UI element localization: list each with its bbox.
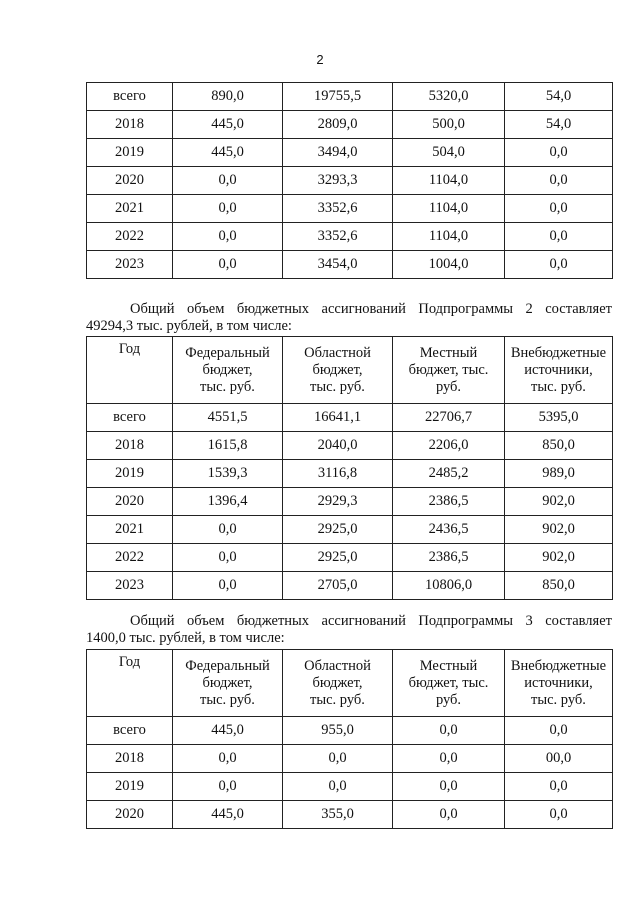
value-cell: 0,0 bbox=[505, 717, 613, 745]
column-header-line: источники, bbox=[524, 674, 593, 691]
column-header-line: Год bbox=[118, 654, 141, 670]
column-header bbox=[393, 337, 505, 404]
value-cell: 10806,0 bbox=[393, 572, 505, 600]
value-cell: 0,0 bbox=[393, 717, 505, 745]
summary-line-1: Общий объем бюджетных ассигнований Подпрограммы 2 составляет bbox=[130, 301, 612, 317]
column-header-line: бюджет, тыс. bbox=[408, 674, 489, 691]
year-cell: 2021 bbox=[87, 195, 173, 223]
year-cell: 2018 bbox=[87, 432, 173, 460]
value-cell: 1615,8 bbox=[173, 432, 283, 460]
value-cell: 989,0 bbox=[505, 460, 613, 488]
value-cell: 355,0 bbox=[283, 801, 393, 829]
value-cell: 0,0 bbox=[283, 745, 393, 773]
table-row bbox=[87, 404, 613, 432]
year-cell: 2018 bbox=[87, 745, 173, 773]
value-cell: 0,0 bbox=[283, 773, 393, 801]
column-header-line: Местный bbox=[419, 657, 478, 674]
column-header bbox=[173, 650, 283, 717]
value-cell: 0,0 bbox=[393, 745, 505, 773]
value-cell: 500,0 bbox=[393, 111, 505, 139]
value-cell: 902,0 bbox=[505, 488, 613, 516]
value-cell: 1104,0 bbox=[393, 167, 505, 195]
summary-line-2: 1400,0 тыс. рублей, в том числе: bbox=[86, 630, 285, 646]
column-header-line: тыс. руб. bbox=[310, 691, 365, 708]
value-cell: 902,0 bbox=[505, 544, 613, 572]
value-cell: 0,0 bbox=[173, 544, 283, 572]
subprogram-3-summary bbox=[86, 613, 612, 647]
value-cell: 3454,0 bbox=[283, 251, 393, 279]
value-cell: 54,0 bbox=[505, 83, 613, 111]
column-header-line: тыс. руб. bbox=[531, 378, 586, 395]
table-row bbox=[87, 111, 613, 139]
column-header bbox=[173, 337, 283, 404]
value-cell: 0,0 bbox=[173, 572, 283, 600]
table-row bbox=[87, 572, 613, 600]
subprogram-3-funding-table bbox=[86, 649, 613, 829]
value-cell: 3116,8 bbox=[283, 460, 393, 488]
value-cell: 445,0 bbox=[173, 717, 283, 745]
value-cell: 54,0 bbox=[505, 111, 613, 139]
column-header-line: тыс. руб. bbox=[310, 378, 365, 395]
table-header-row bbox=[87, 650, 613, 717]
value-cell: 890,0 bbox=[173, 83, 283, 111]
value-cell: 1396,4 bbox=[173, 488, 283, 516]
column-header-line: Областной bbox=[304, 657, 371, 674]
value-cell: 0,0 bbox=[505, 139, 613, 167]
table-row bbox=[87, 139, 613, 167]
table-row bbox=[87, 167, 613, 195]
table-row bbox=[87, 251, 613, 279]
column-header bbox=[87, 337, 173, 404]
table-row bbox=[87, 717, 613, 745]
column-header-line: Федеральный bbox=[185, 657, 270, 674]
value-cell: 0,0 bbox=[505, 773, 613, 801]
value-cell: 1539,3 bbox=[173, 460, 283, 488]
column-header-line: руб. bbox=[435, 691, 462, 708]
value-cell: 3494,0 bbox=[283, 139, 393, 167]
table-header-row bbox=[87, 337, 613, 404]
year-cell: 2019 bbox=[87, 773, 173, 801]
table-row bbox=[87, 801, 613, 829]
value-cell: 2040,0 bbox=[283, 432, 393, 460]
value-cell: 5320,0 bbox=[393, 83, 505, 111]
year-cell: всего bbox=[87, 83, 173, 111]
column-header-line: Местный bbox=[419, 344, 478, 361]
value-cell: 2206,0 bbox=[393, 432, 505, 460]
value-cell: 0,0 bbox=[173, 773, 283, 801]
table-row bbox=[87, 195, 613, 223]
value-cell: 16641,1 bbox=[283, 404, 393, 432]
column-header-line: Федеральный bbox=[185, 344, 270, 361]
table-row bbox=[87, 745, 613, 773]
year-cell: 2023 bbox=[87, 572, 173, 600]
value-cell: 0,0 bbox=[505, 801, 613, 829]
year-cell: 2020 bbox=[87, 488, 173, 516]
value-cell: 3352,6 bbox=[283, 195, 393, 223]
summary-line-2: 49294,3 тыс. рублей, в том числе: bbox=[86, 318, 292, 334]
year-cell: 2023 bbox=[87, 251, 173, 279]
year-cell: 2021 bbox=[87, 516, 173, 544]
value-cell: 2929,3 bbox=[283, 488, 393, 516]
subprogram-2-summary bbox=[86, 301, 612, 335]
column-header bbox=[283, 337, 393, 404]
subprogram-1-funding-table bbox=[86, 82, 613, 279]
year-cell: 2020 bbox=[87, 801, 173, 829]
column-header-line: Внебюджетные bbox=[510, 344, 607, 361]
value-cell: 3293,3 bbox=[283, 167, 393, 195]
value-cell: 0,0 bbox=[505, 195, 613, 223]
value-cell: 0,0 bbox=[505, 251, 613, 279]
value-cell: 445,0 bbox=[173, 139, 283, 167]
table-row bbox=[87, 773, 613, 801]
value-cell: 850,0 bbox=[505, 432, 613, 460]
column-header-line: тыс. руб. bbox=[200, 378, 255, 395]
column-header bbox=[505, 337, 613, 404]
value-cell: 445,0 bbox=[173, 801, 283, 829]
value-cell: 22706,7 bbox=[393, 404, 505, 432]
table-row bbox=[87, 460, 613, 488]
table-row bbox=[87, 488, 613, 516]
column-header-line: бюджет, bbox=[202, 361, 253, 378]
value-cell: 2925,0 bbox=[283, 544, 393, 572]
value-cell: 19755,5 bbox=[283, 83, 393, 111]
value-cell: 0,0 bbox=[173, 195, 283, 223]
value-cell: 0,0 bbox=[393, 801, 505, 829]
value-cell: 0,0 bbox=[173, 167, 283, 195]
table-row bbox=[87, 83, 613, 111]
value-cell: 1104,0 bbox=[393, 195, 505, 223]
value-cell: 2436,5 bbox=[393, 516, 505, 544]
column-header-line: Областной bbox=[304, 344, 371, 361]
column-header-line: тыс. руб. bbox=[531, 691, 586, 708]
value-cell: 0,0 bbox=[505, 223, 613, 251]
value-cell: 0,0 bbox=[393, 773, 505, 801]
year-cell: 2020 bbox=[87, 167, 173, 195]
value-cell: 955,0 bbox=[283, 717, 393, 745]
table-row bbox=[87, 544, 613, 572]
value-cell: 4551,5 bbox=[173, 404, 283, 432]
value-cell: 0,0 bbox=[505, 167, 613, 195]
subprogram-2-funding-table bbox=[86, 336, 613, 600]
year-cell: всего bbox=[87, 717, 173, 745]
summary-line-1: Общий объем бюджетных ассигнований Подпрограммы 3 составляет bbox=[130, 613, 612, 629]
table-row bbox=[87, 432, 613, 460]
table-row bbox=[87, 516, 613, 544]
table-row bbox=[87, 223, 613, 251]
year-cell: 2022 bbox=[87, 544, 173, 572]
column-header-line: бюджет, bbox=[312, 674, 363, 691]
year-cell: 2018 bbox=[87, 111, 173, 139]
value-cell: 2809,0 bbox=[283, 111, 393, 139]
value-cell: 00,0 bbox=[505, 745, 613, 773]
column-header bbox=[283, 650, 393, 717]
column-header bbox=[87, 650, 173, 717]
column-header-line: бюджет, bbox=[312, 361, 363, 378]
value-cell: 504,0 bbox=[393, 139, 505, 167]
value-cell: 445,0 bbox=[173, 111, 283, 139]
value-cell: 1004,0 bbox=[393, 251, 505, 279]
year-cell: 2019 bbox=[87, 139, 173, 167]
value-cell: 850,0 bbox=[505, 572, 613, 600]
value-cell: 902,0 bbox=[505, 516, 613, 544]
column-header-line: бюджет, тыс. bbox=[408, 361, 489, 378]
value-cell: 2925,0 bbox=[283, 516, 393, 544]
value-cell: 1104,0 bbox=[393, 223, 505, 251]
column-header-line: источники, bbox=[524, 361, 593, 378]
value-cell: 3352,6 bbox=[283, 223, 393, 251]
value-cell: 5395,0 bbox=[505, 404, 613, 432]
column-header-line: бюджет, bbox=[202, 674, 253, 691]
value-cell: 2386,5 bbox=[393, 544, 505, 572]
value-cell: 0,0 bbox=[173, 516, 283, 544]
value-cell: 2386,5 bbox=[393, 488, 505, 516]
year-cell: 2022 bbox=[87, 223, 173, 251]
column-header-line: Внебюджетные bbox=[510, 657, 607, 674]
column-header-line: руб. bbox=[435, 378, 462, 395]
column-header bbox=[505, 650, 613, 717]
column-header-line: тыс. руб. bbox=[200, 691, 255, 708]
column-header bbox=[393, 650, 505, 717]
page-number: 2 bbox=[316, 52, 324, 67]
value-cell: 0,0 bbox=[173, 223, 283, 251]
value-cell: 0,0 bbox=[173, 745, 283, 773]
value-cell: 0,0 bbox=[173, 251, 283, 279]
column-header-line: Год bbox=[118, 341, 141, 357]
year-cell: всего bbox=[87, 404, 173, 432]
value-cell: 2485,2 bbox=[393, 460, 505, 488]
year-cell: 2019 bbox=[87, 460, 173, 488]
value-cell: 2705,0 bbox=[283, 572, 393, 600]
